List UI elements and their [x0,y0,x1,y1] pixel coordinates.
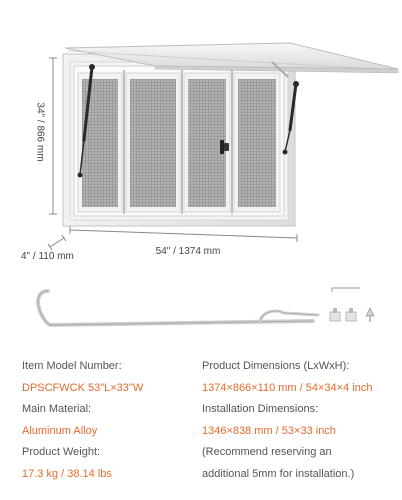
weight-label: Product Weight: [22,446,101,458]
material-label: Main Material: [22,403,92,415]
spec-column-left [22,356,192,485]
support-rod-image [28,285,328,335]
model-number-label: Item Model Number: [22,360,122,372]
fasteners-icon [326,286,386,331]
material-value: Aluminum Alloy [22,424,98,437]
width-dimension-line [70,226,297,242]
installation-dimensions-label: Installation Dimensions: [202,403,319,415]
depth-dimension-label: 4" / 110 mm [21,251,74,262]
product-dimensions-value: 1374×866×110 mm / 54×34×4 inch [202,381,373,394]
weight-value: 17.3 kg / 38.14 lbs [22,467,112,480]
model-number-value: DPSCFWCK 53"L×33"W [22,381,144,394]
installation-note-line-1: (Recommend reserving an [202,446,332,458]
depth-dimension-line [48,235,66,250]
window-panels [74,66,284,216]
height-dimension-label: 34" / 866 mm [34,102,46,162]
product-dimensions-label: Product Dimensions (LxWxH): [202,360,350,372]
width-dimension-label: 54" / 1374 mm [155,246,221,257]
height-dimension-line [49,58,57,214]
installation-dimensions-value: 1346×838 mm / 53×33 inch [202,424,336,437]
installation-note-line-2: additional 5mm for installation.) [202,467,355,480]
spec-column-right [202,356,402,485]
